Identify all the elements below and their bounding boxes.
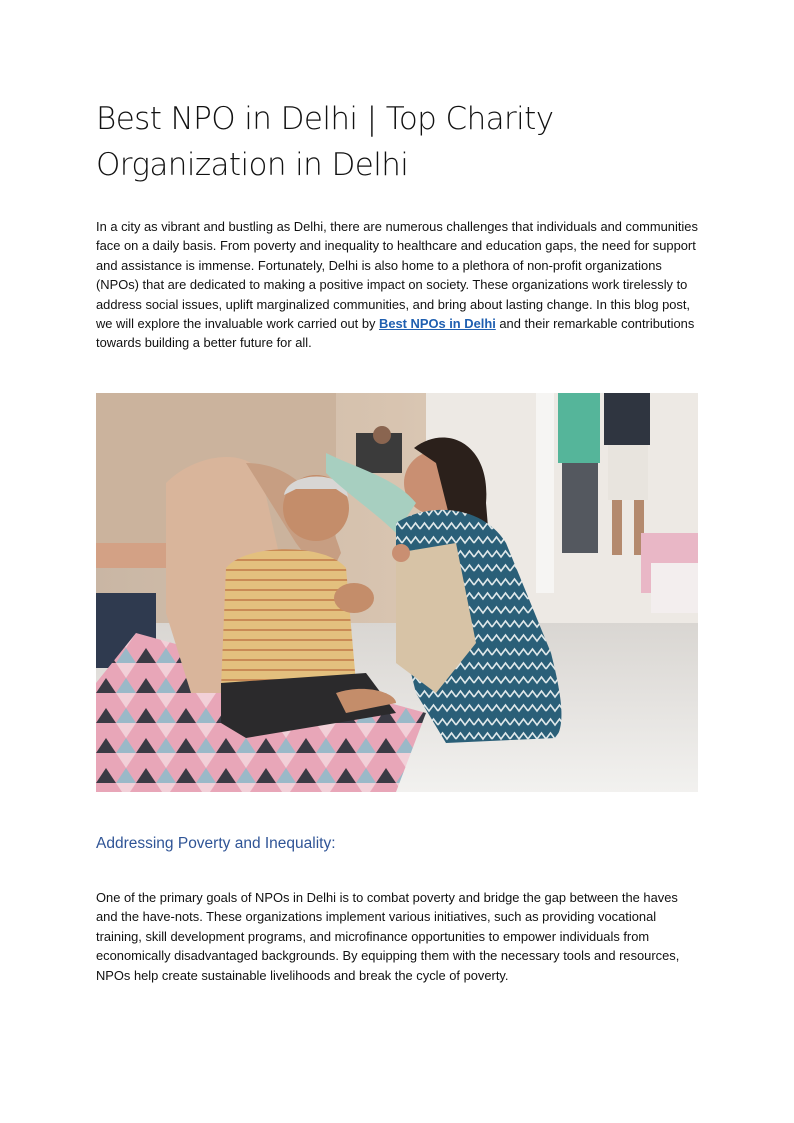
intro-text-before: In a city as vibrant and bustling as Delhi, there are numerous challenges that individuals and communities face on a daily basis. From poverty and inequality to healthcare and education gaps, the need for support and assistance is immense. Fortunately, Delhi is also home to a plethora of non-profit organizations (NPOs) that are dedicated to making a positive impact on society. These organizations work tirelessly to address social issues, uplift marginalized communities, and bring about lasting change. In this blog post, we will explore the invaluable work carried out by — [96, 219, 698, 332]
section-heading: Addressing Poverty and Inequality: — [96, 835, 336, 852]
volunteer-with-elderly-man-photo — [96, 393, 698, 792]
page-title: Best NPO in Delhi | Top Charity Organization in Delhi — [96, 101, 554, 183]
intro-text-after: and their remarkable contributions towards building a better future for all. — [96, 316, 695, 351]
intro-paragraph — [96, 217, 700, 353]
section-paragraph: One of the primary goals of NPOs in Delhi is to combat poverty and bridge the gap between the haves and the have-nots. These organizations implement various initiatives, such as providing vocational training, skill development programs, and microfinance opportunities to empower individuals from economically disadvantaged backgrounds. By equipping them with the necessary tools and resources, NPOs help create sustainable livelihoods and break the cycle of poverty. — [96, 890, 680, 983]
best-npos-link[interactable]: Best NPOs in Delhi — [379, 316, 496, 332]
